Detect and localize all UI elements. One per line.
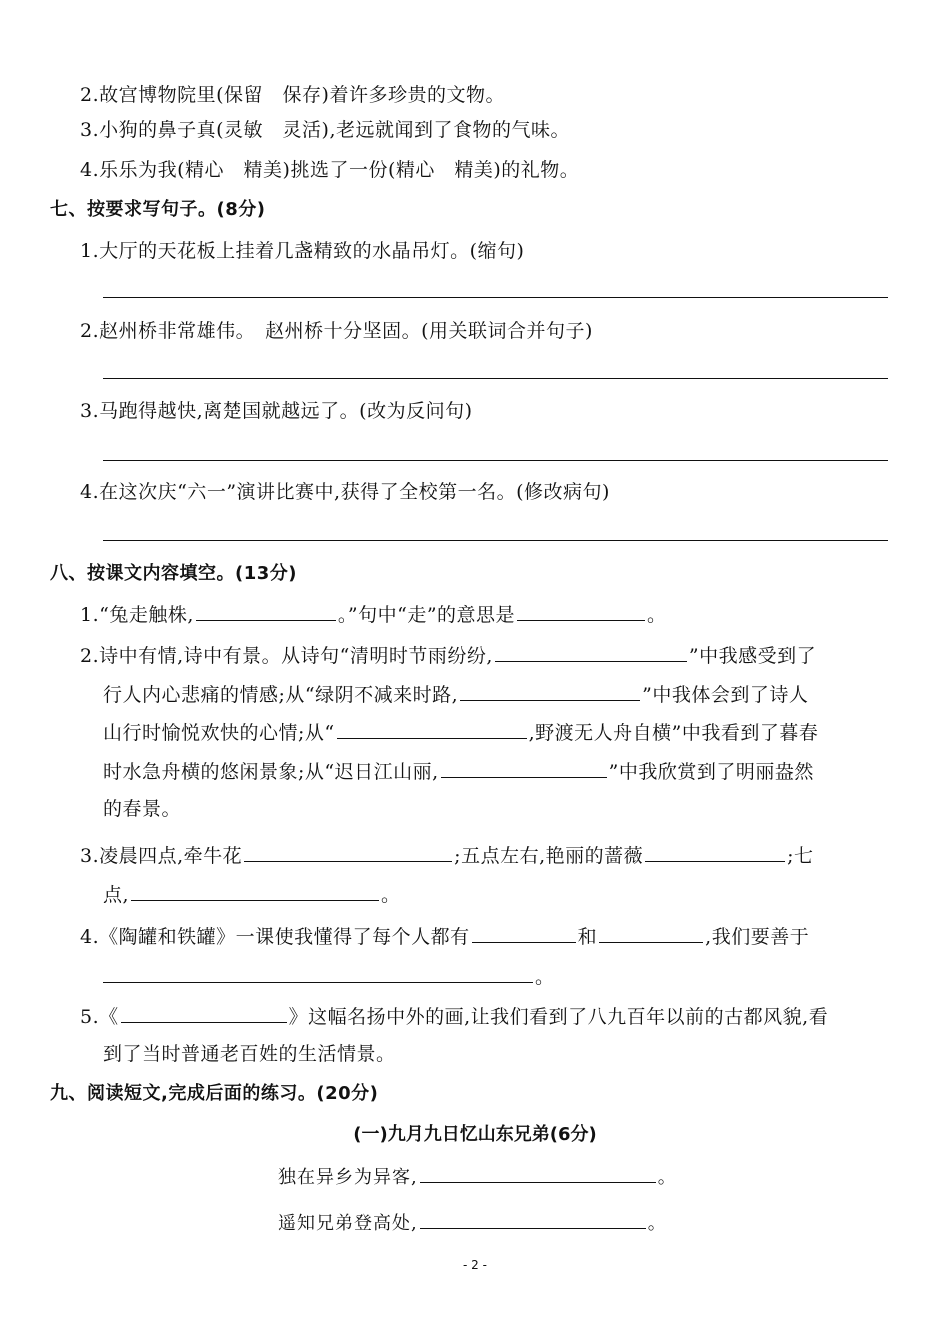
s8-q3-text: ;七 — [787, 845, 814, 867]
poem-text: 遥知兄弟登高处, — [278, 1213, 418, 1234]
page-number: - 2 - — [463, 1258, 487, 1272]
s8-q3-text: ;五点左右,艳丽的蔷薇 — [454, 845, 644, 867]
s8-q2-text: 2.诗中有情,诗中有景。从诗句“清明时节雨纷纷, — [80, 645, 493, 667]
poem-line-1 — [278, 1162, 677, 1191]
poem-text: 。 — [647, 1213, 667, 1234]
s8-q5-line1 — [80, 1002, 828, 1030]
s7-q1: 1.大厅的天花板上挂着几盏精致的水晶吊灯。(缩句) — [80, 240, 525, 262]
poem-blank-2[interactable] — [420, 1208, 646, 1229]
s8-q4-text: 和 — [577, 926, 598, 948]
s8-q1-blank-2[interactable] — [517, 600, 645, 621]
s8-q3-line2 — [103, 880, 401, 908]
s8-heading: 八、按课文内容填空。(13分) — [50, 563, 298, 584]
poem-line-2 — [278, 1208, 667, 1237]
s8-q2-text: 山行时愉悦欢快的心情;从“ — [103, 722, 335, 744]
s8-q2-line1 — [80, 641, 816, 669]
s8-q2-line2 — [103, 680, 808, 708]
s8-q4-line1 — [80, 922, 809, 950]
s8-q2-text: ,野渡无人舟自横”中我看到了暮春 — [528, 722, 819, 744]
s8-q2-text: ”中我欣赏到了明丽盎然 — [608, 761, 814, 783]
s7-q2: 2.赵州桥非常雄伟。 赵州桥十分坚固。(用关联词合并句子) — [80, 320, 593, 342]
s8-q4-text: 。 — [535, 966, 555, 988]
s8-q3-text: 3.凌晨四点,牵牛花 — [80, 845, 243, 867]
s8-q3-blank-2[interactable] — [645, 841, 785, 862]
s8-q5-text: 》这幅名扬中外的画,让我们看到了八九百年以前的古都风貌,看 — [288, 1006, 829, 1028]
s8-q4-line2 — [103, 962, 555, 990]
s8-q2-line3 — [103, 718, 818, 746]
s8-q5-blank-1[interactable] — [121, 1002, 287, 1023]
s8-q3-blank-1[interactable] — [244, 841, 452, 862]
s8-q4-blank-1[interactable] — [472, 922, 576, 943]
s8-q2-text: ”中我感受到了 — [688, 645, 817, 667]
s8-q5-text: 5.《 — [80, 1006, 119, 1028]
s8-q3-line1 — [80, 841, 814, 869]
s9-heading: 九、阅读短文,完成后面的练习。(20分) — [50, 1083, 379, 1104]
s7-q4-answer-line[interactable] — [103, 540, 888, 541]
s8-q5-line2: 到了当时普通老百姓的生活情景。 — [103, 1043, 396, 1065]
poem-blank-1[interactable] — [420, 1162, 656, 1183]
s7-q3: 3.马跑得越快,离楚国就越远了。(改为反问句) — [80, 400, 473, 422]
s8-q2-text: 行人内心悲痛的情感;从“绿阴不减来时路, — [103, 684, 459, 706]
s8-q3-blank-3[interactable] — [131, 880, 379, 901]
s8-q2-blank-3[interactable] — [337, 718, 527, 739]
s8-q3-text: 点, — [103, 884, 130, 906]
s8-q1-text-b: 。”句中“走”的意思是 — [337, 604, 516, 626]
s7-q2-answer-line[interactable] — [103, 378, 888, 379]
s6-q2: 2.故宫博物院里(保留 保存)着许多珍贵的文物。 — [80, 84, 505, 106]
s8-q2-line5: 的春景。 — [103, 798, 182, 820]
s8-q1-text-a: 1.“兔走触株, — [80, 604, 194, 626]
s9-subtitle: (一)九月九日忆山东兄弟(6分) — [353, 1124, 597, 1145]
s8-q2-text: ”中我体会到了诗人 — [642, 684, 809, 706]
s8-q4-blank-3[interactable] — [103, 962, 533, 983]
s8-q2-blank-1[interactable] — [495, 641, 687, 662]
s8-q4-text: ,我们要善于 — [705, 926, 810, 948]
s7-q4: 4.在这次庆“六一”演讲比赛中,获得了全校第一名。(修改病句) — [80, 481, 610, 503]
poem-text: 。 — [657, 1167, 677, 1188]
s7-q1-answer-line[interactable] — [103, 297, 888, 298]
s8-q2-blank-4[interactable] — [441, 757, 607, 778]
s8-q2-line4 — [103, 757, 814, 785]
s8-q1-blank-1[interactable] — [196, 600, 336, 621]
s6-q3: 3.小狗的鼻子真(灵敏 灵活),老远就闻到了食物的气味。 — [80, 119, 570, 141]
s8-q4-blank-2[interactable] — [599, 922, 703, 943]
s8-q3-text: 。 — [381, 884, 401, 906]
s8-q4-text: 4.《陶罐和铁罐》一课使我懂得了每个人都有 — [80, 926, 470, 948]
poem-text: 独在异乡为异客, — [278, 1167, 418, 1188]
s8-q1 — [80, 600, 667, 628]
s7-heading: 七、按要求写句子。(8分) — [50, 199, 266, 220]
s8-q1-text-c: 。 — [647, 604, 667, 626]
s8-q2-text: 时水急舟横的悠闲景象;从“迟日江山丽, — [103, 761, 439, 783]
s8-q2-blank-2[interactable] — [460, 680, 640, 701]
s6-q4: 4.乐乐为我(精心 精美)挑选了一份(精心 精美)的礼物。 — [80, 159, 580, 181]
s7-q3-answer-line[interactable] — [103, 460, 888, 461]
